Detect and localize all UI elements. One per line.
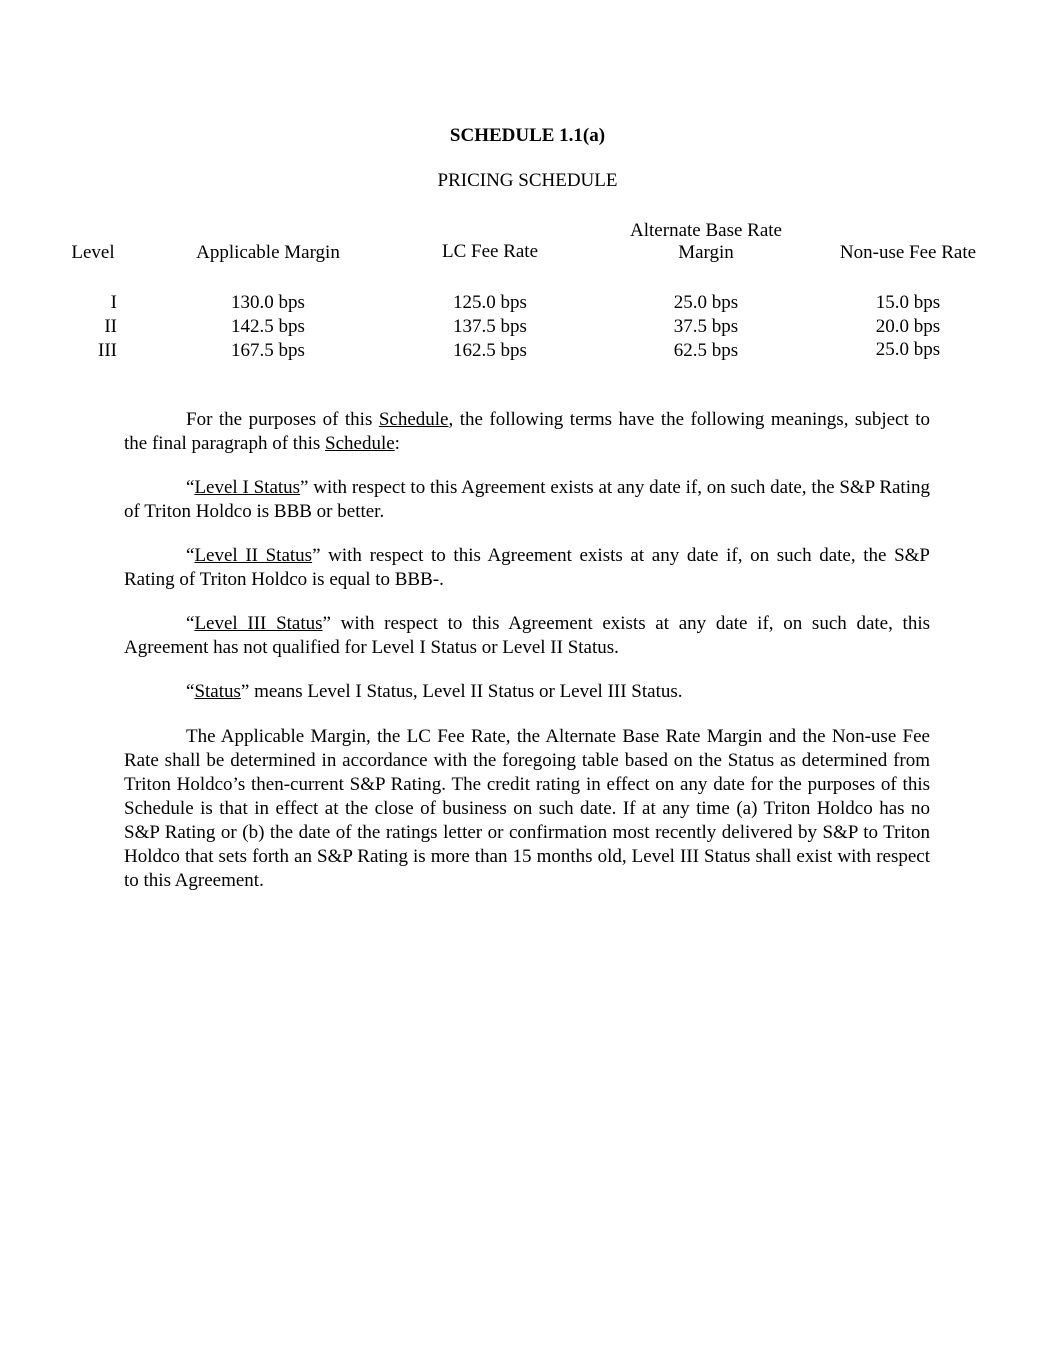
defined-term-level-1: Level I Status — [194, 477, 301, 498]
cell-lc-fee-rate: 125.0 bps — [453, 292, 527, 313]
definition-text: ” with respect to this Agreement exists at any date if, on such date, the S&P Rating of Triton Holdco is BBB or better. — [124, 477, 930, 522]
header-applicable-margin: Applicable Margin — [196, 242, 340, 263]
header-abr-margin-line2: Margin — [678, 242, 734, 263]
status-definition — [124, 680, 930, 704]
header-level: Level — [71, 242, 115, 263]
open-quote: “ — [186, 545, 195, 566]
intro-text-3: : — [394, 433, 400, 454]
level-1-definition — [124, 476, 930, 524]
definition-text: ” means Level I Status, Level II Status or Level III Status. — [240, 681, 683, 702]
schedule-subtitle: PRICING SCHEDULE — [437, 170, 618, 191]
cell-level: III — [98, 340, 117, 361]
cell-abr-margin: 62.5 bps — [673, 340, 739, 361]
cell-applicable-margin: 167.5 bps — [231, 340, 305, 361]
open-quote: “ — [186, 681, 195, 702]
cell-level: I — [110, 292, 117, 313]
defined-term-level-2: Level II Status — [194, 545, 313, 566]
cell-level: II — [104, 316, 117, 337]
open-quote: “ — [186, 477, 195, 498]
cell-lc-fee-rate: 162.5 bps — [453, 340, 527, 361]
schedule-reference: Schedule — [378, 409, 449, 430]
definition-text: ” with respect to this Agreement exists at any date if, on such date, the S&P Rating of Triton Holdco is equal to BBB-. — [124, 545, 931, 590]
cell-non-use-fee-rate: 25.0 bps — [875, 339, 941, 360]
definition-text: ” with respect to this Agreement exists at any date if, on such date, this Agreement has not qualified for Level I Status or Level II Status. — [124, 613, 931, 658]
level-2-definition — [124, 544, 930, 592]
header-non-use-fee-rate: Non-use Fee Rate — [839, 242, 977, 263]
cell-lc-fee-rate: 137.5 bps — [453, 316, 527, 337]
open-quote: “ — [186, 613, 195, 634]
schedule-reference: Schedule — [325, 433, 395, 454]
header-abr-margin — [596, 220, 816, 264]
cell-applicable-margin: 130.0 bps — [231, 292, 305, 313]
cell-abr-margin: 37.5 bps — [673, 316, 739, 337]
cell-non-use-fee-rate: 20.0 bps — [875, 316, 941, 337]
defined-term-level-3: Level III Status — [194, 613, 323, 634]
header-lc-fee-rate: LC Fee Rate — [441, 241, 539, 262]
intro-text-1: For the purposes of this — [186, 409, 379, 430]
intro-paragraph — [124, 408, 930, 456]
level-3-definition — [124, 612, 930, 660]
schedule-title: SCHEDULE 1.1(a) — [449, 125, 606, 146]
header-abr-margin-line1: Alternate Base Rate — [630, 220, 782, 241]
intro-text-2: , the following terms have the following meanings, subject to the final paragraph of this — [124, 409, 931, 454]
defined-term-status: Status — [194, 681, 241, 702]
final-paragraph: The Applicable Margin, the LC Fee Rate, the Alternate Base Rate Margin and the Non-use Fee Rate shall be determined in accordance with the foregoing table based on the Status as determined from Triton Holdco’s then-current S&P Rating. The credit rating in effect on any date for the purposes of this Schedule is that in effect at the close of business on such date. If at any time (a) Triton Holdco has no S&P Rating or (b) the date of the ratings letter or confirmation most recently delivered by S&P to Triton Holdco that sets forth an S&P Rating is more than 15 months old, Level III Status shall exist with respect to this Agreement. — [124, 726, 930, 891]
cell-non-use-fee-rate: 15.0 bps — [875, 292, 941, 313]
cell-abr-margin: 25.0 bps — [673, 292, 739, 313]
cell-applicable-margin: 142.5 bps — [231, 316, 305, 337]
